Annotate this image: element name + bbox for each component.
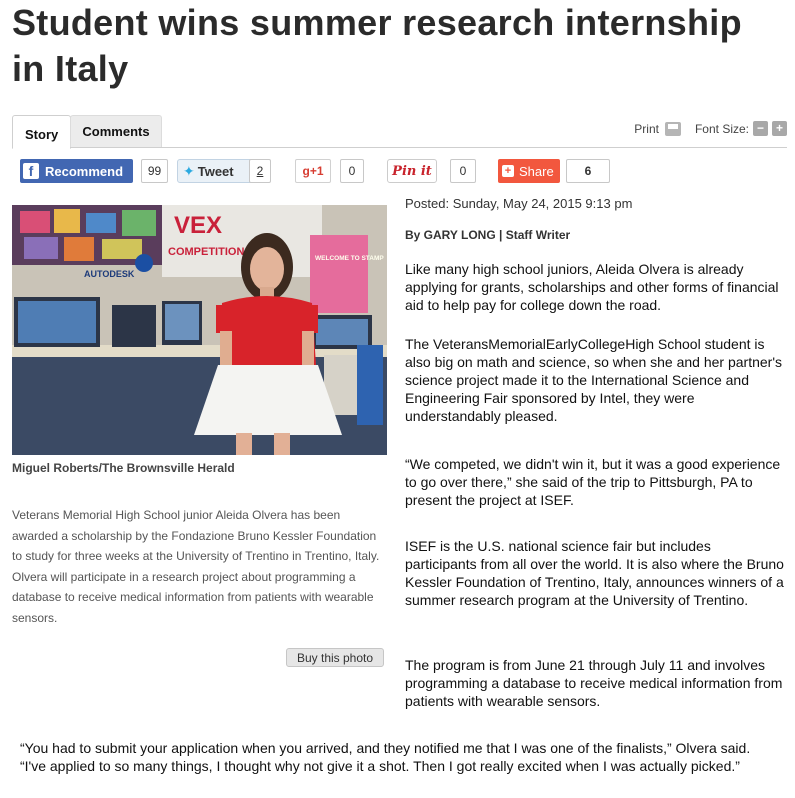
welcome-poster-text: WELCOME TO STAMP (315, 255, 384, 262)
photo-image (12, 205, 387, 455)
article-paragraph-quote: “You had to submit your application when you arrived, and they notified me that I was one of the finalists,” Olvera said. “I've applied to so many things, I thought why not give it a shot. Then I got really excited when I was actually picked.” (20, 740, 751, 774)
article-paragraph: ISEF is the U.S. national science fair but includes participants from all over the world. It is also where the Bruno Kessler Foundation of Trentino, Italy, announces winners of a summer research program at the University of Trentino. (405, 538, 784, 608)
twitter-bird-icon: ✦ (183, 162, 195, 179)
competition-banner-text: COMPETITION (168, 246, 245, 258)
google-plus-button[interactable] (295, 159, 331, 183)
share-plus-icon: + (502, 165, 514, 177)
article-tools (634, 121, 787, 136)
tab-story[interactable]: Story (12, 115, 71, 149)
share-button[interactable] (498, 159, 560, 183)
pinterest-button[interactable] (387, 159, 437, 183)
article-photo[interactable] (12, 205, 387, 455)
posted-date: Posted: Sunday, May 24, 2015 9:13 pm (405, 196, 633, 211)
print-icon[interactable] (665, 122, 681, 136)
article-tabs (12, 113, 787, 148)
font-size-label: Font Size: (694, 121, 749, 136)
twitter-count[interactable]: 2 (249, 159, 271, 183)
share-label: Share (519, 163, 554, 179)
article-headline: Student wins summer research internship in Italy (12, 2, 742, 89)
print-link[interactable]: Print (634, 121, 659, 136)
facebook-recommend-button[interactable] (20, 159, 133, 183)
facebook-icon: f (23, 163, 39, 179)
photo-caption: Veterans Memorial High School junior Aleida Olvera has been awarded a scholarship by the Fondazione Bruno Kessler Foundation to study for three weeks at the University of Trentino in Trentino, Italy. Olvera will participate in a research project about programming a database to receive medical information from patients with wearable sensors. (12, 508, 380, 625)
google-plus-count: 0 (340, 159, 364, 183)
pinterest-count: 0 (450, 159, 476, 183)
google-plus-icon: g+1 (302, 164, 324, 178)
article-paragraph: The program is from June 21 through July 11 and involves programming a database to receive medical information from patients with wearable sensors. (405, 657, 783, 709)
vex-banner-text: VEX (174, 212, 223, 239)
buy-photo-button[interactable]: Buy this photo (286, 648, 384, 667)
font-size-decrease-button[interactable]: − (753, 121, 768, 136)
tweet-label: Tweet (197, 163, 234, 179)
byline: By GARY LONG | Staff Writer (405, 228, 571, 242)
facebook-recommend-label: Recommend (45, 163, 124, 179)
pinterest-icon: Pin it (392, 163, 432, 179)
autodesk-logo-text: AUTODESK (84, 269, 135, 279)
article-paragraph: The VeteransMemorialEarlyCollegeHigh School student is also big on math and science, so when she and her partner's science project made it to the International Science and Engineering Fair sponsored by Intel, they were understandably pleased. (405, 336, 783, 424)
facebook-count: 99 (141, 159, 168, 183)
font-size-increase-button[interactable]: + (772, 121, 787, 136)
photo-credit: Miguel Roberts/The Brownsville Herald (12, 461, 235, 475)
article-paragraph: Like many high school juniors, Aleida Olvera is already applying for grants, scholarships and other forms of financial aid to help pay for college down the road. (405, 261, 779, 313)
share-count: 6 (566, 159, 610, 183)
share-bar (20, 159, 620, 184)
tab-comments[interactable]: Comments (70, 115, 162, 147)
article-paragraph: “We competed, we didn't win it, but it was a good experience to go over there,” she said of the trip to Pittsburgh, PA to present the project at ISEF. (405, 456, 781, 508)
